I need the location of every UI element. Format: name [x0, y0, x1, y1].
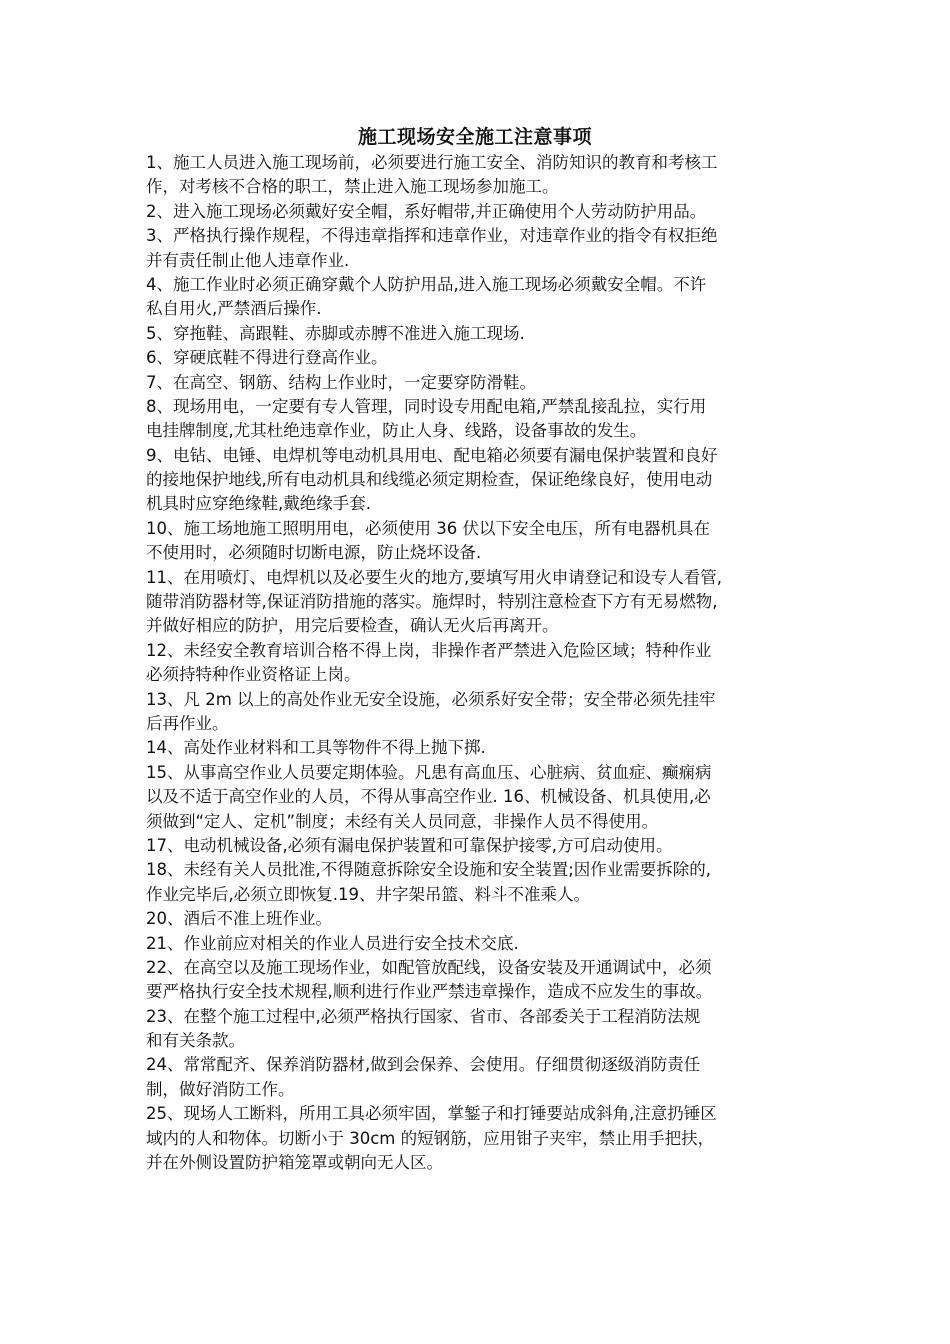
text-line: 17、电动机械设备,必须有漏电保护装置和可靠保护接零,方可启动使用。: [146, 835, 673, 855]
text-line: 域内的人和物体。切断小于 30cm 的短钢筋，应用钳子夹牢，禁止用手把扶，: [146, 1128, 715, 1148]
text-line: 13、凡 2m 以上的高处作业无安全设施，必须系好安全带；安全带必须先挂牢: [146, 689, 716, 709]
text-line: 11、在用喷灯、电焊机以及必要生火的地方,要填写用火申请登记和设专人看管,: [146, 567, 722, 587]
text-line: 8、现场用电，一定要有专人管理，同时设专用配电箱,严禁乱接乱拉，实行用: [146, 396, 707, 416]
text-line: 22、在高空以及施工现场作业，如配管放配线，设备安装及开通调试中，必须: [146, 957, 712, 977]
text-line: 并做好相应的防护，用完后要检查，确认无火后再离开。: [146, 616, 559, 636]
text-line: 21、作业前应对相关的作业人员进行安全技术交底.: [146, 933, 519, 953]
text-line: 7、在高空、钢筋、结构上作业时，一定要穿防滑鞋。: [146, 372, 536, 392]
text-line: 14、高处作业材料和工具等物件不得上抛下掷.: [146, 738, 486, 758]
document-title: 施工现场安全施工注意事项: [357, 126, 592, 148]
text-line: 私自用火,严禁酒后操作.: [146, 299, 322, 319]
text-line: 作业完毕后,必须立即恢复.19、井字架吊篮、料斗不准乘人。: [146, 884, 590, 904]
text-line: 随带消防器材等,保证消防措施的落实。施焊时，特别注意检查下方有无易燃物,: [146, 592, 718, 612]
text-line: 须做到“定人、定机”制度；未经有关人员同意，非操作人员不得使用。: [146, 811, 659, 831]
text-line: 18、未经有关人员批准,不得随意拆除安全设施和安全装置;因作业需要拆除的,: [146, 860, 712, 880]
text-line: 要严格执行安全技术规程,顺利进行作业严禁违章操作，造成不应发生的事故。: [146, 982, 713, 1002]
text-line: 15、从事高空作业人员要定期体验。凡患有高血压、心脏病、贫血症、癫痫病: [146, 762, 712, 782]
text-line: 和有关条款。: [146, 1031, 245, 1051]
text-line: 9、电钻、电锤、电焊机等电动机具用电、配电箱必须要有漏电保护装置和良好: [146, 445, 718, 465]
text-line: 6、穿硬底鞋不得进行登高作业。: [146, 348, 388, 368]
text-line: 23、在整个施工过程中,必须严格执行国家、省市、各部委关于工程消防法规: [146, 1006, 701, 1026]
text-line: 24、常常配齐、保养消防器材,做到会保养、会使用。仔细贯彻逐级消防责任: [146, 1055, 701, 1075]
text-line: 10、施工场地施工照明用电，必须使用 36 伏以下安全电压，所有电器机具在: [146, 518, 710, 538]
text-line: 作，对考核不合格的职工，禁止进入施工现场参加施工。: [146, 177, 559, 197]
text-line: 的接地保护地线,所有电动机具和线缆必须定期检查，保证绝缘良好，使用电动: [146, 470, 713, 490]
text-line: 后再作业。: [146, 713, 229, 733]
text-line: 并有责任制止他人违章作业.: [146, 250, 350, 270]
text-line: 5、穿拖鞋、高跟鞋、赤脚或赤膊不准进入施工现场.: [146, 323, 525, 343]
text-line: 机具时应穿绝缘鞋,戴绝缘手套.: [146, 494, 371, 514]
text-line: 制，做好消防工作。: [146, 1079, 295, 1099]
text-line: 1、施工人员进入施工现场前，必须要进行施工安全、消防知识的教育和考核工: [146, 153, 718, 172]
text-line: 4、施工作业时必须正确穿戴个人防护用品,进入施工现场必须戴安全帽。不许: [146, 274, 707, 294]
text-line: 电挂牌制度,尤其杜绝违章作业，防止人身、线路，设备事故的发生。: [146, 421, 647, 441]
text-line: 并在外侧设置防护箱笼罩或朝向无人区。: [146, 1153, 443, 1173]
text-line: 以及不适于高空作业的人员，不得从事高空作业. 16、机械设备、机具使用,必: [146, 787, 711, 807]
text-line: 20、酒后不准上班作业。: [146, 909, 332, 929]
text-line: 2、进入施工现场必须戴好安全帽，系好帽带,并正确使用个人劳动防护用品。: [146, 201, 707, 221]
text-line: 不使用时，必须随时切断电源，防止烧坏设备.: [146, 543, 482, 563]
text-line: 3、严格执行操作规程，不得违章指挥和违章作业，对违章作业的指令有权拒绝: [146, 226, 718, 246]
text-line: 25、现场人工断料，所用工具必须牢固，掌錾子和打锤要站成斜角,注意扔锤区: [146, 1104, 717, 1124]
text-line: 12、未经安全教育培训合格不得上岗，非操作者严禁进入危险区域；特种作业: [146, 640, 712, 660]
document-body: [146, 151, 814, 1175]
text-line: 必须持特种作业资格证上岗。: [146, 665, 361, 685]
